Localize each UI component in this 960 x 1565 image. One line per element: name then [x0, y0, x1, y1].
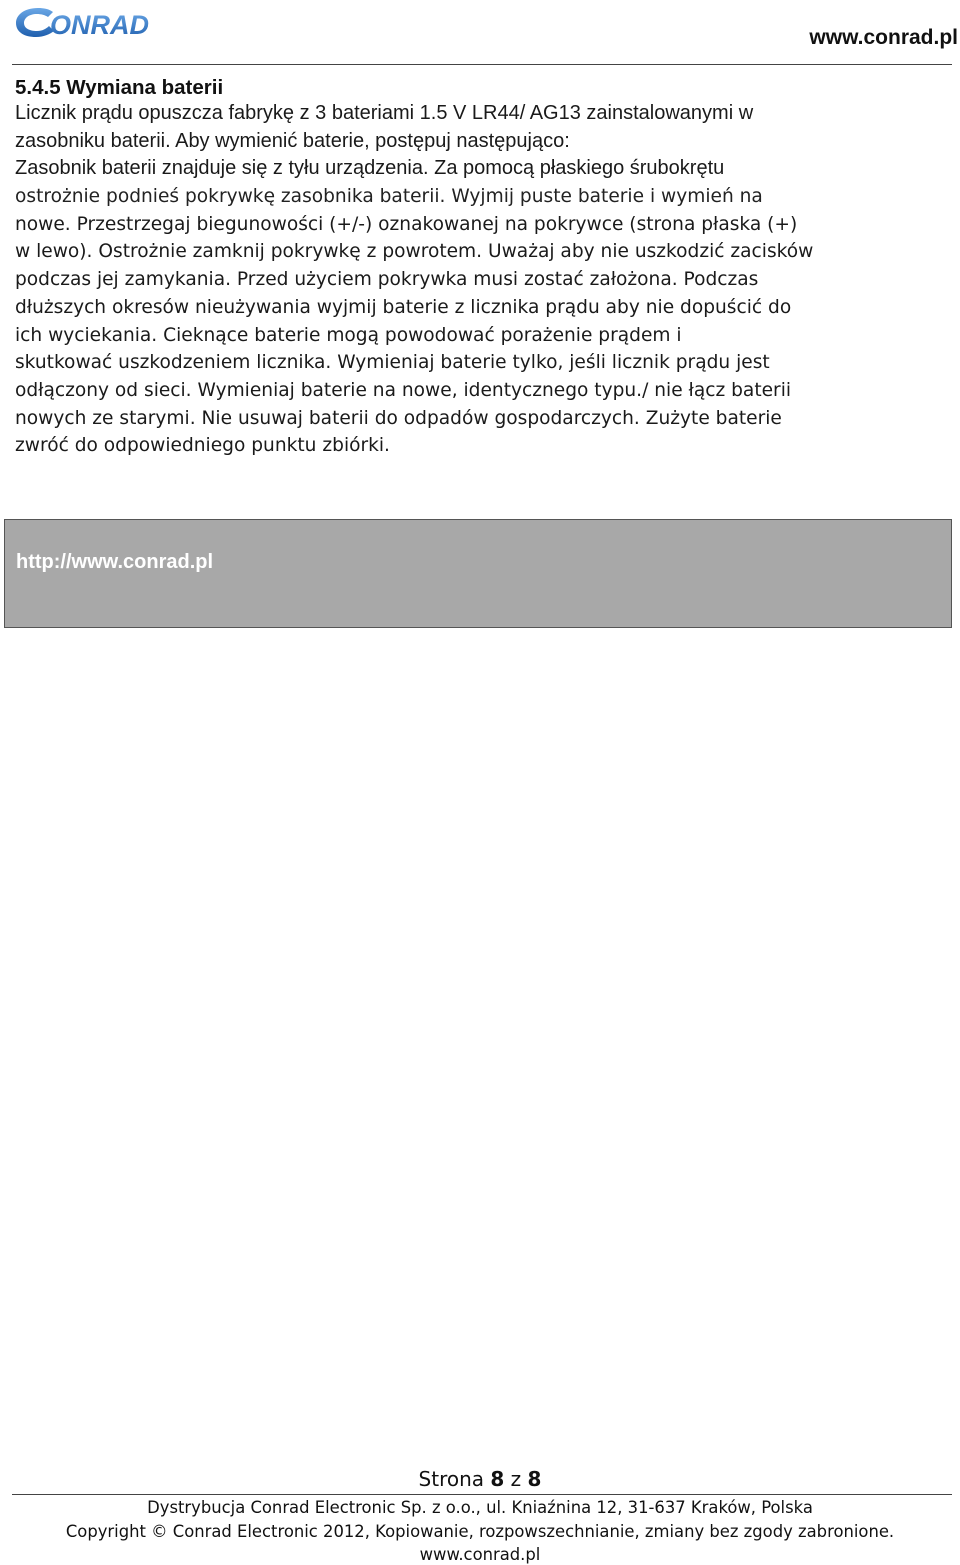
body-paragraph: [15, 100, 955, 460]
conrad-logo: [14, 4, 164, 40]
paragraph-line: podczas jej zamykania. Przed użyciem pokrywka musi zostać założona. Podczas: [15, 269, 759, 291]
paragraph-line: odłączony od sieci. Wymieniaj baterie na nowe, identycznego typu./ nie łącz baterii: [15, 379, 792, 401]
page-prefix: Strona: [418, 1467, 485, 1491]
header-url[interactable]: www.conrad.pl: [809, 26, 958, 49]
paragraph-line: zasobniku baterii. Aby wymienić baterie, postępuj następująco:: [15, 129, 570, 152]
page-current: 8: [490, 1467, 505, 1491]
paragraph-line: zwróć do odpowiedniego punktu zbiórki.: [15, 435, 390, 457]
paragraph-line: Licznik prądu opuszcza fabrykę z 3 bateriami 1.5 V LR44/ AG13 zainstalowanymi w: [15, 102, 754, 124]
paragraph-line: skutkować uszkodzeniem licznika. Wymieniaj baterie tylko, jeśli licznik prądu jest: [15, 352, 770, 374]
website-link[interactable]: http://www.conrad.pl: [16, 551, 214, 573]
paragraph-line: dłuższych okresów nieużywania wyjmij baterie z licznika prądu aby nie dopuścić do: [15, 296, 792, 318]
paragraph-line: w lewo). Ostrożnie zamknij pokrywkę z powrotem. Uważaj aby nie uszkodzić zacisków: [15, 241, 814, 263]
header-divider: [12, 64, 952, 65]
logo-text: ONRAD: [50, 10, 149, 40]
paragraph-line: ostrożnie podnieś pokrywkę zasobnika baterii. Wyjmij puste baterie i wymień na: [15, 186, 763, 208]
page-separator: z: [510, 1467, 522, 1491]
footer-url[interactable]: www.conrad.pl: [419, 1545, 541, 1564]
paragraph-line: nowych ze starymi. Nie usuwaj baterii do odpadów gospodarczych. Zużyte baterie: [15, 407, 782, 429]
page-number: [0, 1467, 960, 1491]
page-total: 8: [527, 1467, 542, 1491]
paragraph-line: nowe. Przestrzegaj biegunowości (+/-) oznakowanej na pokrywce (strona płaska (+): [15, 213, 798, 235]
footer-distributor: Dystrybucja Conrad Electronic Sp. z o.o., ul. Kniaźnina 12, 31-637 Kraków, Polska: [147, 1498, 813, 1517]
footer-copyright: Copyright © Conrad Electronic 2012, Kopiowanie, rozpowszechnianie, zmiany bez zgody zabronione.: [65, 1522, 895, 1541]
conrad-logo-icon: [14, 4, 164, 40]
website-banner: [4, 519, 952, 628]
paragraph-line: Zasobnik baterii znajduje się z tyłu urządzenia. Za pomocą płaskiego śrubokrętu: [15, 157, 725, 180]
paragraph-line: ich wyciekania. Cieknące baterie mogą powodować porażenie prądem i: [15, 324, 682, 346]
section-heading: 5.4.5 Wymiana baterii: [15, 76, 224, 99]
footer-divider: [12, 1494, 952, 1495]
